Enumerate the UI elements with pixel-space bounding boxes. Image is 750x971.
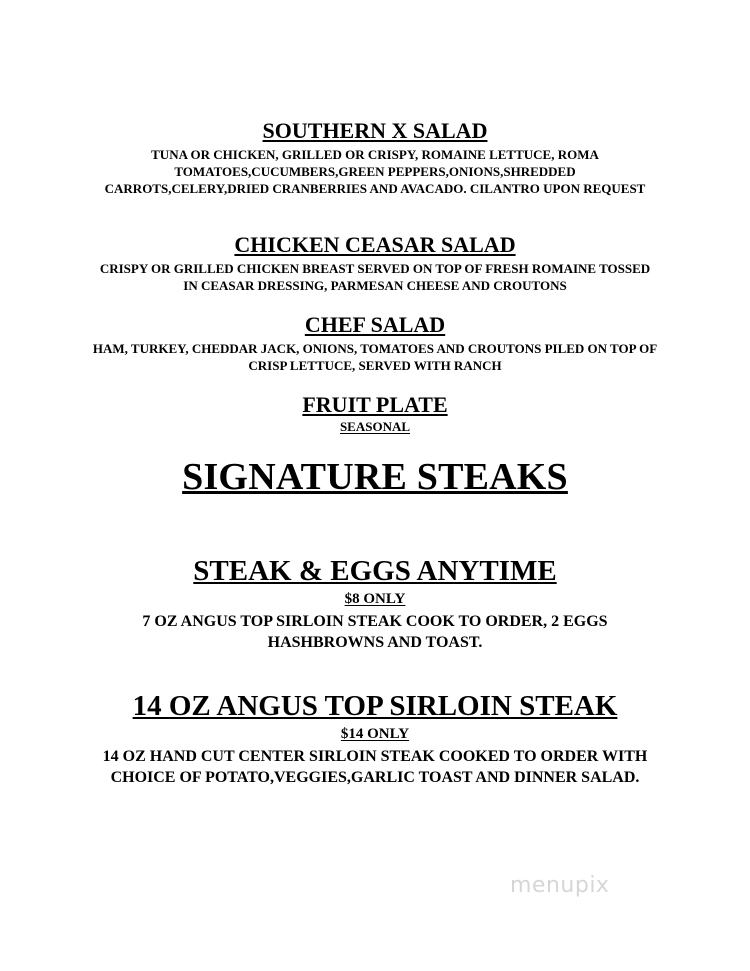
- description-line: 7 OZ ANGUS TOP SIRLOIN STEAK COOK TO ORDER, 2 EGGS: [142, 613, 608, 630]
- item-description: [0, 611, 750, 653]
- item-title: STEAK & EGGS ANYTIME: [193, 555, 557, 587]
- description-line: IN CEASAR DRESSING, PARMESAN CHEESE AND CROUTONS: [183, 278, 567, 293]
- menu-item-steak-and-eggs: [0, 554, 750, 653]
- item-title: SOUTHERN X SALAD: [262, 118, 488, 143]
- description-line: CARROTS,CELERY,DRIED CRANBERRIES AND AVACADO. CILANTRO UPON REQUEST: [104, 181, 646, 196]
- section-title: SIGNATURE STEAKS: [182, 456, 568, 498]
- item-title: FRUIT PLATE: [302, 392, 448, 417]
- description-line: 14 OZ HAND CUT CENTER SIRLOIN STEAK COOKED TO ORDER WITH: [102, 748, 648, 765]
- item-description: [0, 146, 750, 197]
- item-description: [0, 260, 750, 294]
- item-title: CHEF SALAD: [304, 312, 446, 337]
- description-line: HAM, TURKEY, CHEDDAR JACK, ONIONS, TOMATOES AND CROUTONS PILED ON TOP OF: [92, 341, 658, 356]
- item-description: [0, 340, 750, 374]
- section-heading: [0, 455, 750, 499]
- item-note: SEASONAL: [339, 419, 411, 434]
- description-line: CRISP LETTUCE, SERVED WITH RANCH: [248, 358, 502, 373]
- watermark-logo: menupix: [510, 873, 610, 898]
- description-line: CHOICE OF POTATO,VEGGIES,GARLIC TOAST AND DINNER SALAD.: [110, 769, 640, 786]
- menu-item-chef-salad: [0, 312, 750, 374]
- item-title: 14 OZ ANGUS TOP SIRLOIN STEAK: [132, 690, 618, 722]
- item-description: [0, 746, 750, 788]
- menu-item-chicken-ceasar-salad: [0, 232, 750, 294]
- item-price: $14 ONLY: [340, 726, 410, 742]
- item-price: $8 ONLY: [344, 591, 406, 607]
- item-title: CHICKEN CEASAR SALAD: [234, 232, 516, 257]
- description-line: CRISPY OR GRILLED CHICKEN BREAST SERVED ON TOP OF FRESH ROMAINE TOSSED: [99, 261, 651, 276]
- menu-item-14oz-sirloin: [0, 689, 750, 788]
- description-line: HASHBROWNS AND TOAST.: [267, 634, 483, 651]
- description-line: TOMATOES,CUCUMBERS,GREEN PEPPERS,ONIONS,SHREDDED: [174, 164, 576, 179]
- description-line: TUNA OR CHICKEN, GRILLED OR CRISPY, ROMAINE LETTUCE, ROMA: [151, 147, 599, 162]
- menu-item-fruit-plate: [0, 392, 750, 435]
- menu-item-southern-x-salad: [0, 118, 750, 197]
